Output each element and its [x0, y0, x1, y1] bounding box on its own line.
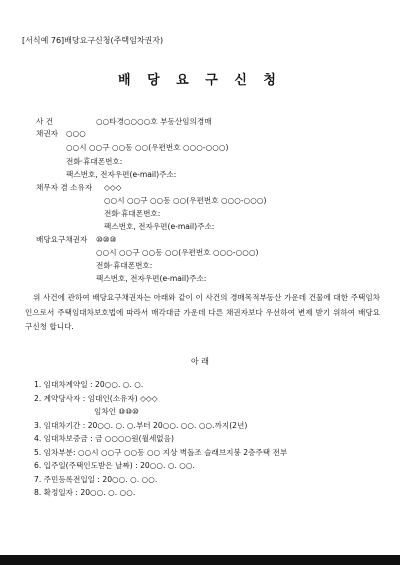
list-item: 1. 임대차계약일 : 20○○. ○. ○.: [34, 380, 144, 389]
claimant-name: ⑩⑩⑩: [96, 235, 117, 244]
debtor-address: ○○시 ○○구 ○○동 ○○(우편번호 ○○○-○○○): [104, 196, 267, 205]
debtor-name: ◇◇◇: [104, 183, 122, 192]
body-paragraph: 위 사건에 관하여 배당요구채권자는 아래와 같이 이 사건의 경매목적부동산 가운데 건물에 대한 주택임차인으로서 주택임대차보호법에 따라서 매각대금 가운데 다른 채권자보다 우선하여 변제 받기 위하여 배당요구신청 합니다.: [25, 293, 380, 331]
creditor-fax-email: 팩스번호, 전자우편(e-mail)주소:: [66, 170, 177, 179]
case-value: ○○타경○○○○호 부동산임의경매: [96, 117, 212, 126]
claimant-phone: 전화·휴대폰번호:: [96, 261, 153, 270]
debtor-phone: 전화·휴대폰번호:: [104, 209, 161, 218]
debtor-label: 채무자 겸 소유자: [36, 183, 93, 192]
list-item: 임차인 ⑩⑩⑩: [94, 407, 139, 416]
list-item: 3. 임대차기간 : 20○○. ○. ○.부터 20○○. ○○. ○○.까지(2년): [34, 421, 248, 430]
claimant-address: ○○시 ○○구 ○○동 ○○(우편번호 ○○○-○○○): [96, 248, 259, 257]
debtor-fax-email: 팩스번호, 전자우편(e-mail)주소:: [104, 222, 215, 231]
bottom-bar: [0, 555, 400, 565]
claimant-fax-email: 팩스번호, 전자우편(e-mail)주소:: [96, 274, 207, 283]
form-header: [서식예 76]배당요구신청(주택임차권자): [22, 36, 164, 45]
list-item: 6. 입주일(주택인도받은 날짜) : 20○○. ○. ○○.: [34, 461, 195, 470]
list-item: 8. 확정일자 : 20○○. ○. ○○.: [34, 488, 136, 497]
page-title: 배 당 요 구 신 청: [118, 73, 282, 88]
list-item: 4. 임대차보증금 : 금 ○○○○원(월세없음): [34, 434, 174, 443]
case-label: 사 건: [36, 117, 54, 126]
creditor-phone: 전화·휴대폰번호:: [66, 157, 123, 166]
section-heading: 아 래: [191, 357, 209, 366]
creditor-address: ○○시 ○○구 ○○동 ○○(우편번호 ○○○-○○○): [66, 143, 229, 152]
creditor-name: ○○○: [66, 129, 86, 138]
list-item: 2. 계약당사자 : 임대인(소유자) ◇◇◇: [34, 394, 158, 403]
list-item: 5. 임차부분: ○○시 ○○구 ○○동 ○○ 지상 벽돌조 슬래브지붕 2층주택 전부: [34, 448, 288, 457]
list-item: 7. 주민등록전입일 : 20○○. ○. ○○.: [34, 475, 158, 484]
creditor-label: 채권자: [36, 129, 59, 138]
claimant-label: 배당요구채권자: [36, 235, 88, 244]
